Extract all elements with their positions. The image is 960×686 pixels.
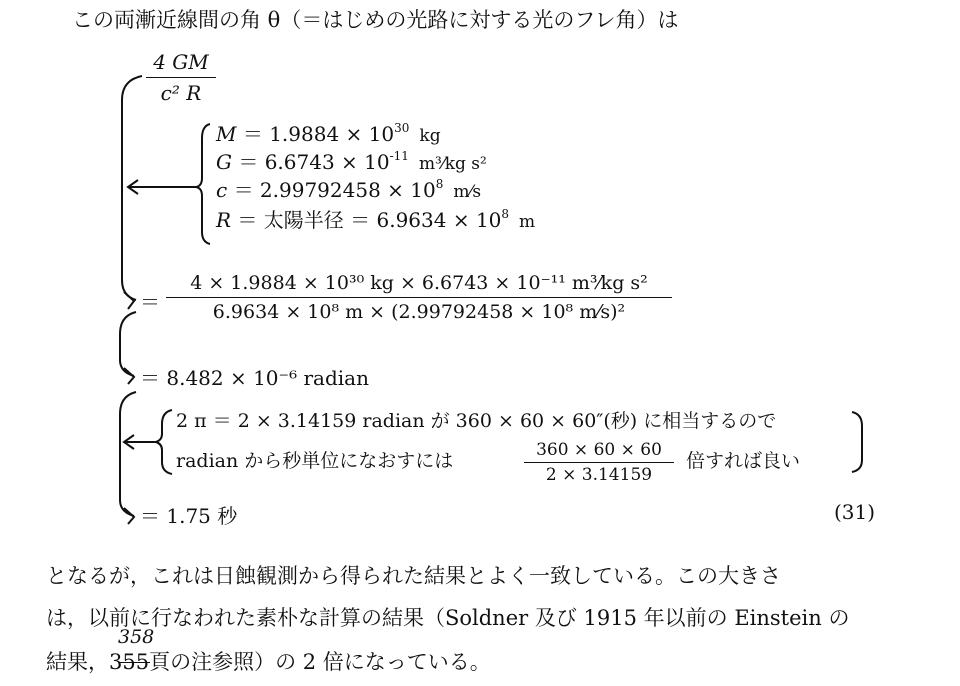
equation-number: (31) (834, 500, 876, 524)
formula-numerator: 4 GM (153, 50, 209, 74)
constant-value: ＝ 6.6743 × 10 (238, 150, 390, 174)
note-line-2-post: 倍すれば良い (686, 450, 801, 472)
constant-value: ＝ 2.99792458 × 10 (233, 178, 436, 202)
constant-symbol: c (216, 178, 228, 202)
paragraph-line-2: は，以前に行なわれた素朴な計算の結果（Soldner 及び 1915 年以前の Einstein の (46, 606, 850, 630)
result-seconds: ＝ 1.75 秒 (140, 504, 238, 528)
constant-unit: kg (419, 126, 441, 146)
constant-unit: m⁄s (453, 182, 482, 202)
paragraph-line-3: 結果，355頁の注参照）の 2 倍になっている。 (46, 650, 491, 674)
conversion-denominator: 2 × 3.14159 (545, 465, 653, 485)
constant-value: ＝ 1.9884 × 10 (242, 122, 395, 146)
note-line-1: 2 π ＝ 2 × 3.14159 radian が 360 × 60 × 60″(秒) に相当するので (176, 410, 777, 432)
equals-sign: ＝ (140, 290, 160, 314)
constant-symbol: R (216, 208, 232, 232)
intro-text: この両漸近線間の角 θ（＝はじめの光路に対する光のフレ角）は (72, 8, 679, 32)
constant-exponent: -11 (389, 149, 409, 163)
substitution-denominator: 6.9634 × 10⁸ m × (2.99792458 × 10⁸ m⁄s)² (212, 301, 626, 323)
substitution-numerator: 4 × 1.9884 × 10³⁰ kg × 6.6743 × 10⁻¹¹ m³⁄kg s² (190, 272, 648, 294)
constant-symbol: G (216, 150, 232, 174)
paragraph-line-1: となるが，これは日蝕観測から得られた結果とよく一致している。この大きさ (46, 564, 781, 588)
conversion-numerator: 360 × 60 × 60 (536, 440, 662, 460)
constant-value: ＝ 太陽半径 ＝ 6.9634 × 10 (237, 208, 502, 232)
constant-exponent: 8 (435, 177, 444, 191)
result-radian: ＝ 8.482 × 10⁻⁶ radian (140, 366, 369, 390)
note-line-2-pre: radian から秒単位になおすには (176, 450, 454, 472)
constant-exponent: 8 (501, 207, 510, 221)
constant-exponent: 30 (394, 121, 410, 135)
constant-symbol: M (216, 122, 237, 146)
constant-unit: m³⁄kg s² (418, 154, 487, 174)
constant-unit: m (519, 212, 536, 232)
handwritten-correction: 358 (118, 626, 155, 648)
formula-denominator: c² R (160, 81, 202, 105)
